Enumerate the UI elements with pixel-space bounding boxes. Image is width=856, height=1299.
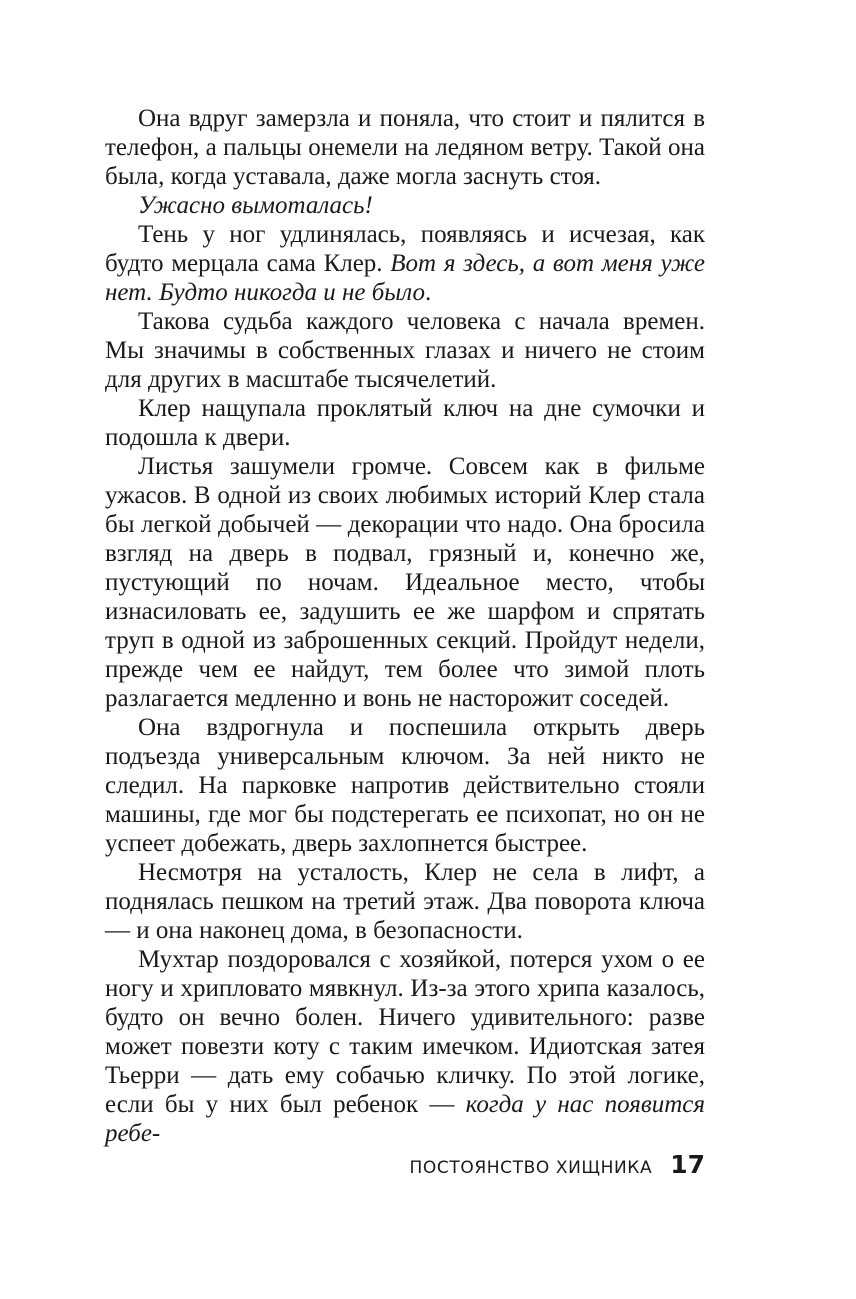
text-segment: . [424, 279, 432, 306]
text-segment: Клер нащупала проклятый ключ на дне сумочки и подошла к двери. [105, 395, 705, 451]
text-segment: Она вздрогнула и поспешила открыть дверь подъезда универсальным ключом. За ней никто не следил. На парковке напротив действительно стояли машины, где мог бы подстерегать ее психопат, но он не успеет добежать, дверь захлопнется быстрее. [105, 714, 705, 857]
text-segment: Несмотря на усталость, Клер не села в лифт, а поднялась пешком на третий этаж. Два поворота ключа — и она наконец дома, в безопасности. [105, 859, 705, 944]
paragraph [105, 307, 705, 394]
running-title: ПОСТОЯНСТВО ХИЩНИКА [409, 1158, 653, 1178]
text-segment: Листья зашумели громче. Совсем как в фильме ужасов. В одной из своих любимых историй Клер стала бы легкой добычей — декорации что надо. Она бросила взгляд на дверь в подвал, грязный и, конечно же, пустующий по ночам. Идеальное место, чтобы изнасиловать ее, задушить ее же шарфом и спрятать труп в одной из заброшенных секций. Пройдут недели, прежде чем ее найдут, тем более что зимой плоть разлагается медленно и вонь не насторожит соседей. [105, 453, 705, 712]
text-segment: Она вдруг замерзла и поняла, что стоит и пялится в телефон, а пальцы онемели на ледяном ветру. Такой она была, когда уставала, даже могла заснуть стоя. [105, 105, 705, 190]
text-segment: Такова судьба каждого человека с начала времен. Мы значимы в собственных глазах и ничего не стоим для других в масштабе тысячелетий. [105, 308, 705, 393]
page-footer [105, 1150, 705, 1180]
page-number: 17 [670, 1150, 705, 1179]
paragraph [105, 452, 705, 713]
italic-text: Ужасно вымоталась! [138, 192, 373, 219]
paragraph [105, 945, 705, 1148]
text-segment: Тень у ног удлинялась, появляясь и исчезая, как будто мерцала сама Клер. [105, 221, 705, 277]
italic-text: когда у нас появится ребе- [105, 1091, 705, 1147]
body-text [105, 104, 705, 1148]
paragraph [105, 394, 705, 452]
italic-text: Вот я здесь, а вот меня уже нет. Будто никогда и не было [105, 250, 705, 306]
text-segment: Мухтар поздоровался с хозяйкой, потерся ухом о ее ногу и хрипловато мявкнул. Из-за этого хрипа казалось, будто он вечно болен. Ничего удивительного: разве может повезти коту с таким имечком. Идиотская затея Тьерри — дать ему собачью кличку. По этой логике, если бы у них был ребенок — [105, 946, 705, 1118]
paragraph [105, 713, 705, 858]
paragraph [105, 104, 705, 191]
paragraph [105, 220, 705, 307]
paragraph [105, 191, 705, 220]
paragraph [105, 858, 705, 945]
